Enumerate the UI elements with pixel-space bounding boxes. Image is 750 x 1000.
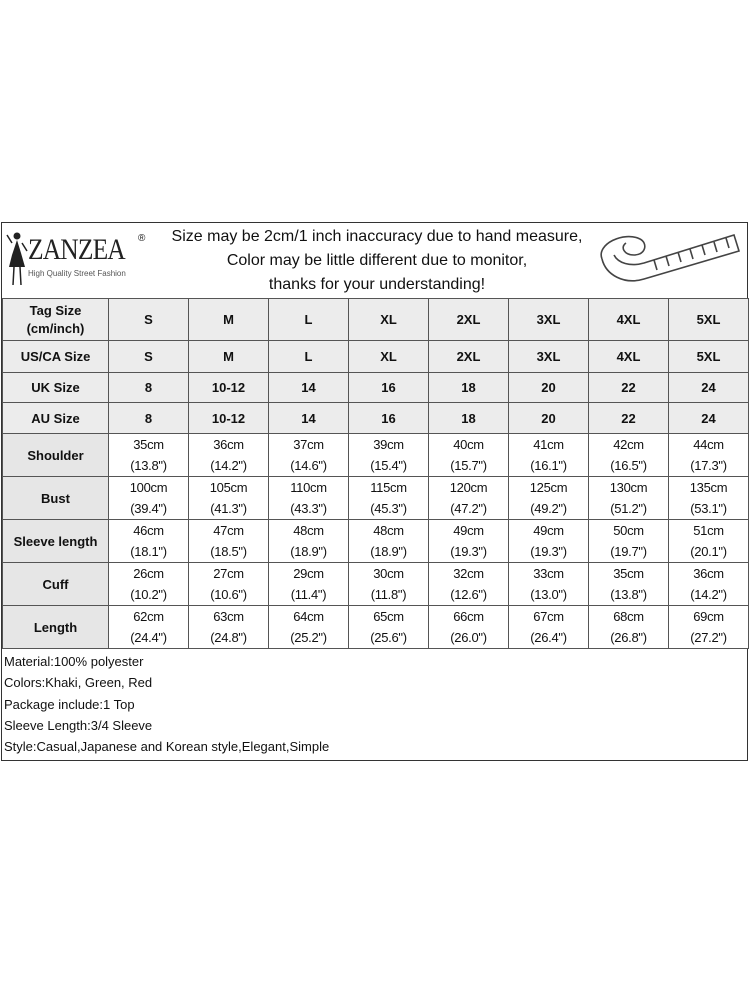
model-silhouette-icon bbox=[6, 231, 28, 287]
cm-value: 120cm bbox=[449, 480, 488, 495]
chart-header bbox=[2, 223, 747, 299]
cm-value: 26cm bbox=[133, 566, 164, 581]
cm-value: 65cm bbox=[373, 609, 404, 624]
measurement-cell bbox=[269, 520, 349, 563]
cm-value: 46cm bbox=[133, 523, 164, 538]
measurement-notice bbox=[152, 225, 602, 297]
cm-value: 110cm bbox=[290, 480, 327, 495]
inch-value: (18.1") bbox=[130, 544, 167, 559]
inch-value: (14.2") bbox=[690, 587, 727, 602]
measurement-cell bbox=[509, 477, 589, 520]
inch-value: (19.3") bbox=[530, 544, 567, 559]
size-cell: 24 bbox=[669, 373, 749, 403]
size-cell: 2XL bbox=[429, 341, 509, 373]
cm-value: 41cm bbox=[533, 437, 564, 452]
measurement-cell bbox=[669, 606, 749, 649]
measurement-cell bbox=[189, 606, 269, 649]
inch-value: (51.2") bbox=[610, 501, 647, 516]
size-cell: 16 bbox=[349, 373, 429, 403]
cm-value: 69cm bbox=[693, 609, 724, 624]
size-cell: 8 bbox=[109, 373, 189, 403]
inch-value: (16.5") bbox=[610, 458, 647, 473]
measurement-cell bbox=[189, 434, 269, 477]
size-cell: 3XL bbox=[509, 299, 589, 341]
notice-line: thanks for your understanding! bbox=[268, 276, 486, 293]
note-colors: Colors:Khaki, Green, Red bbox=[4, 675, 153, 691]
size-cell: 18 bbox=[429, 373, 509, 403]
cm-value: 115cm bbox=[370, 480, 407, 495]
cm-value: 68cm bbox=[613, 609, 644, 624]
size-cell: 20 bbox=[509, 403, 589, 434]
size-row bbox=[3, 373, 749, 403]
inch-value: (26.0") bbox=[450, 630, 487, 645]
cm-value: 30cm bbox=[373, 566, 404, 581]
cm-value: 39cm bbox=[373, 437, 404, 452]
measurement-cell bbox=[669, 434, 749, 477]
measurement-cell bbox=[589, 520, 669, 563]
note-package: Package include:1 Top bbox=[4, 696, 135, 712]
inch-value: (24.4") bbox=[130, 630, 167, 645]
measurement-cell bbox=[669, 563, 749, 606]
measurement-cell bbox=[349, 563, 429, 606]
measurement-cell bbox=[109, 606, 189, 649]
size-chart bbox=[1, 222, 748, 761]
measurement-cell bbox=[189, 477, 269, 520]
row-label: Cuff bbox=[3, 563, 109, 606]
cm-value: 44cm bbox=[693, 437, 724, 452]
measurement-cell bbox=[189, 520, 269, 563]
cm-value: 49cm bbox=[533, 523, 564, 538]
product-notes bbox=[4, 651, 329, 757]
cm-value: 37cm bbox=[293, 437, 324, 452]
measurement-cell bbox=[269, 563, 349, 606]
inch-value: (10.6") bbox=[210, 587, 247, 602]
row-label: AU Size bbox=[3, 403, 109, 434]
measurement-cell bbox=[109, 520, 189, 563]
inch-value: (49.2") bbox=[530, 501, 567, 516]
inch-value: (15.7") bbox=[450, 458, 487, 473]
size-cell: S bbox=[109, 299, 189, 341]
row-label: Sleeve length bbox=[3, 520, 109, 563]
inch-value: (39.4") bbox=[130, 501, 167, 516]
inch-value: (14.6") bbox=[290, 458, 327, 473]
inch-value: (13.8") bbox=[130, 458, 167, 473]
size-cell: 8 bbox=[109, 403, 189, 434]
measurement-cell bbox=[429, 606, 509, 649]
cm-value: 62cm bbox=[133, 609, 164, 624]
row-label: UK Size bbox=[3, 373, 109, 403]
inch-value: (13.8") bbox=[610, 587, 647, 602]
measurement-cell bbox=[269, 477, 349, 520]
size-cell: 14 bbox=[269, 403, 349, 434]
notice-line: Color may be little different due to monitor, bbox=[226, 252, 528, 269]
cm-value: 27cm bbox=[213, 566, 244, 581]
row-label: Bust bbox=[3, 477, 109, 520]
measurement-cell bbox=[589, 477, 669, 520]
measurement-cell bbox=[509, 520, 589, 563]
measurement-cell bbox=[269, 434, 349, 477]
inch-value: (47.2") bbox=[450, 501, 487, 516]
size-cell: XL bbox=[349, 341, 429, 373]
row-label: US/CA Size bbox=[3, 341, 109, 373]
size-cell: 24 bbox=[669, 403, 749, 434]
inch-value: (26.4") bbox=[530, 630, 567, 645]
inch-value: (18.5") bbox=[210, 544, 247, 559]
note-material: Material:100% polyester bbox=[4, 654, 144, 669]
inch-value: (27.2") bbox=[690, 630, 727, 645]
cm-value: 51cm bbox=[693, 523, 724, 538]
size-cell: 2XL bbox=[429, 299, 509, 341]
inch-value: (13.0") bbox=[530, 587, 567, 602]
registered-mark: ® bbox=[138, 233, 146, 244]
inch-value: (10.2") bbox=[130, 587, 167, 602]
inch-value: (11.4") bbox=[290, 587, 327, 602]
size-cell: L bbox=[269, 341, 349, 373]
measurement-row bbox=[3, 477, 749, 520]
size-row bbox=[3, 299, 749, 341]
cm-value: 50cm bbox=[613, 523, 644, 538]
inch-value: (12.6") bbox=[450, 587, 487, 602]
cm-value: 63cm bbox=[213, 609, 244, 624]
measurement-cell bbox=[349, 434, 429, 477]
cm-value: 35cm bbox=[133, 437, 164, 452]
cm-value: 64cm bbox=[293, 609, 324, 624]
cm-value: 135cm bbox=[689, 480, 728, 495]
measurement-cell bbox=[429, 520, 509, 563]
size-cell: 10-12 bbox=[189, 403, 269, 434]
inch-value: (41.3") bbox=[210, 501, 247, 516]
inch-value: (43.3") bbox=[290, 501, 327, 516]
cm-value: 48cm bbox=[293, 523, 324, 538]
measuring-tape-icon bbox=[594, 229, 744, 291]
inch-value: (25.6") bbox=[370, 630, 407, 645]
cm-value: 48cm bbox=[373, 523, 404, 538]
size-row bbox=[3, 341, 749, 373]
size-cell: 10-12 bbox=[189, 373, 269, 403]
cm-value: 125cm bbox=[529, 480, 568, 495]
inch-value: (24.8") bbox=[210, 630, 247, 645]
cm-value: 100cm bbox=[129, 480, 168, 495]
size-cell: 4XL bbox=[589, 341, 669, 373]
size-cell: S bbox=[109, 341, 189, 373]
size-cell: L bbox=[269, 299, 349, 341]
brand-name: ZANZEA bbox=[28, 233, 125, 266]
measurement-cell bbox=[349, 520, 429, 563]
inch-value: (19.7") bbox=[610, 544, 647, 559]
row-label: Tag Size (cm/inch) bbox=[3, 299, 109, 341]
size-cell: M bbox=[189, 299, 269, 341]
measurement-cell bbox=[189, 563, 269, 606]
inch-value: (16.1") bbox=[530, 458, 567, 473]
cm-value: 67cm bbox=[533, 609, 564, 624]
measurement-row bbox=[3, 606, 749, 649]
size-cell: 22 bbox=[589, 403, 669, 434]
note-style: Style:Casual,Japanese and Korean style,Elegant,Simple bbox=[4, 739, 330, 755]
inch-value: (17.3") bbox=[690, 458, 727, 473]
measurement-row bbox=[3, 520, 749, 563]
notice-line: Size may be 2cm/1 inch inaccuracy due to hand measure, bbox=[171, 228, 583, 245]
inch-value: (18.9") bbox=[370, 544, 407, 559]
size-row bbox=[3, 403, 749, 434]
note-sleeve-length: Sleeve Length:3/4 Sleeve bbox=[4, 717, 153, 733]
size-cell: 18 bbox=[429, 403, 509, 434]
measurement-row bbox=[3, 434, 749, 477]
measurement-cell bbox=[509, 434, 589, 477]
cm-value: 32cm bbox=[453, 566, 484, 581]
cm-value: 29cm bbox=[293, 566, 324, 581]
measurement-cell bbox=[269, 606, 349, 649]
measurement-cell bbox=[589, 434, 669, 477]
size-cell: 4XL bbox=[589, 299, 669, 341]
cm-value: 36cm bbox=[213, 437, 244, 452]
inch-value: (26.8") bbox=[610, 630, 647, 645]
measurement-cell bbox=[109, 563, 189, 606]
size-cell: 20 bbox=[509, 373, 589, 403]
inch-value: (14.2") bbox=[210, 458, 247, 473]
size-cell: 14 bbox=[269, 373, 349, 403]
cm-value: 40cm bbox=[453, 437, 484, 452]
cm-value: 66cm bbox=[453, 609, 484, 624]
row-label: Shoulder bbox=[3, 434, 109, 477]
inch-value: (15.4") bbox=[370, 458, 407, 473]
size-cell: 5XL bbox=[669, 341, 749, 373]
brand-logo bbox=[6, 229, 156, 289]
inch-value: (18.9") bbox=[290, 544, 327, 559]
cm-value: 36cm bbox=[693, 566, 724, 581]
cm-value: 33cm bbox=[533, 566, 564, 581]
measurement-cell bbox=[429, 477, 509, 520]
row-label: Length bbox=[3, 606, 109, 649]
brand-tagline: High Quality Street Fashion bbox=[28, 269, 126, 278]
inch-value: (45.3") bbox=[370, 501, 407, 516]
size-cell: 3XL bbox=[509, 341, 589, 373]
measurement-cell bbox=[509, 606, 589, 649]
measurement-cell bbox=[589, 606, 669, 649]
measurement-cell bbox=[429, 563, 509, 606]
measurement-cell bbox=[349, 477, 429, 520]
measurement-cell bbox=[109, 434, 189, 477]
measurement-row bbox=[3, 563, 749, 606]
size-cell: M bbox=[189, 341, 269, 373]
inch-value: (19.3") bbox=[450, 544, 487, 559]
measurement-cell bbox=[109, 477, 189, 520]
measurement-cell bbox=[589, 563, 669, 606]
cm-value: 49cm bbox=[453, 523, 484, 538]
size-cell: 5XL bbox=[669, 299, 749, 341]
cm-value: 35cm bbox=[613, 566, 644, 581]
cm-value: 130cm bbox=[609, 480, 648, 495]
cm-value: 105cm bbox=[209, 480, 248, 495]
size-cell: 22 bbox=[589, 373, 669, 403]
measurement-cell bbox=[349, 606, 429, 649]
measurement-cell bbox=[669, 520, 749, 563]
measurement-cell bbox=[669, 477, 749, 520]
inch-value: (11.8") bbox=[370, 587, 407, 602]
cm-value: 42cm bbox=[613, 437, 644, 452]
size-table bbox=[2, 298, 749, 649]
inch-value: (25.2") bbox=[290, 630, 327, 645]
cm-value: 47cm bbox=[213, 523, 244, 538]
size-cell: 16 bbox=[349, 403, 429, 434]
size-cell: XL bbox=[349, 299, 429, 341]
measurement-cell bbox=[509, 563, 589, 606]
measurement-cell bbox=[429, 434, 509, 477]
inch-value: (20.1") bbox=[690, 544, 727, 559]
inch-value: (53.1") bbox=[690, 501, 727, 516]
